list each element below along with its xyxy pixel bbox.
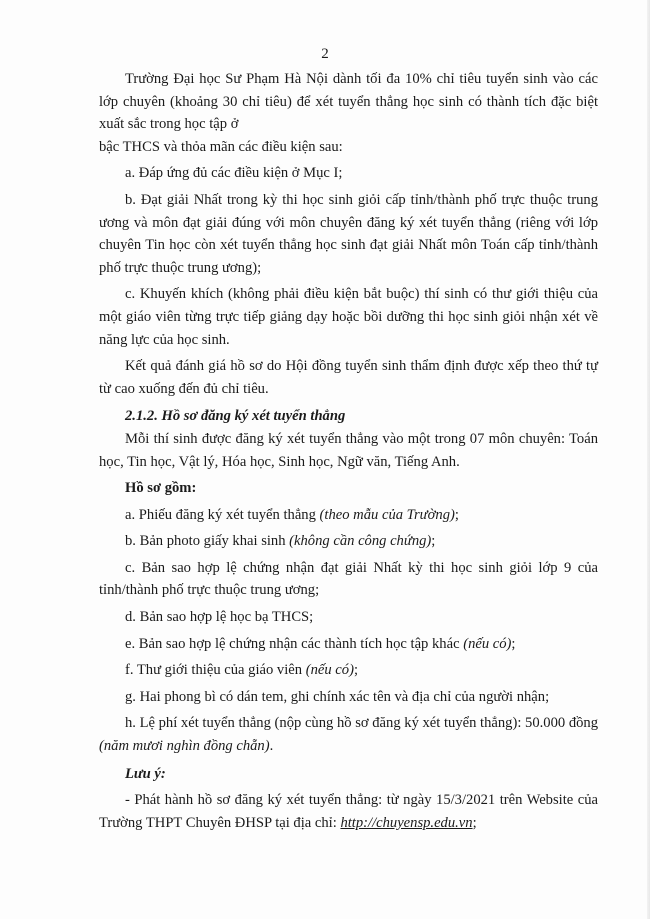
dossier-item-b: b. Bản photo giấy khai sinh (không cần công chứng); bbox=[125, 533, 436, 550]
note-heading: Lưu ý: bbox=[125, 765, 166, 782]
dossier-heading: Hồ sơ gồm: bbox=[125, 480, 197, 497]
section-intro: Mỗi thí sinh được đăng ký xét tuyển thẳng vào một trong 07 môn chuyên: Toán học, Tin học, Vật lý, Hóa học, Sinh học, Ngữ văn, Tiếng Anh. bbox=[99, 430, 598, 470]
result-paragraph: Kết quả đánh giá hồ sơ do Hội đồng tuyển sinh thẩm định được xếp theo thứ tự từ cao xuống đến đủ chỉ tiêu. bbox=[99, 358, 598, 397]
note-paragraph: - Phát hành hồ sơ đăng ký xét tuyển thẳng: từ ngày 15/3/2021 trên Website của Trường THPT Chuyên ĐHSP tại địa chỉ: http://chuyensp.edu.vn; bbox=[99, 792, 598, 831]
dossier-item-a: a. Phiếu đăng ký xét tuyển thẳng (theo mẫu của Trường); bbox=[125, 506, 459, 523]
dossier-item-c: c. Bản sao hợp lệ chứng nhận đạt giải Nhất kỳ thi học sinh giỏi lớp 9 của tỉnh/thành phố trực thuộc trung ương; bbox=[99, 559, 598, 599]
intro-paragraph: Trường Đại học Sư Phạm Hà Nội dành tối đa 10% chỉ tiêu tuyển sinh vào các lớp chuyên (khoảng 30 chỉ tiêu) để xét tuyển thẳng học sinh có thành tích đặc biệt xuất sắc trong học tập ở bbox=[99, 71, 598, 133]
page-number: 2 bbox=[321, 46, 329, 62]
website-link[interactable]: http://chuyensp.edu.vn bbox=[340, 814, 473, 831]
dossier-item-f: f. Thư giới thiệu của giáo viên (nếu có); bbox=[125, 662, 358, 679]
dossier-item-d: d. Bản sao hợp lệ học bạ THCS; bbox=[125, 609, 314, 626]
dossier-item-h: h. Lệ phí xét tuyển thẳng (nộp cùng hồ sơ đăng ký xét tuyển thẳng): 50.000 đồng (năm mươi nghìn đồng chẵn). bbox=[99, 715, 599, 755]
document-body bbox=[99, 68, 598, 834]
section-heading: 2.1.2. Hồ sơ đăng ký xét tuyển thẳng bbox=[125, 408, 346, 425]
dossier-item-g: g. Hai phong bì có dán tem, ghi chính xác tên và địa chỉ của người nhận; bbox=[125, 688, 550, 705]
condition-a: a. Đáp ứng đủ các điều kiện ở Mục I; bbox=[125, 165, 343, 182]
condition-b: b. Đạt giải Nhất trong kỳ thi học sinh giỏi cấp tỉnh/thành phố trực thuộc trung ương và môn đạt giải đúng với môn chuyên đăng ký xét tuyển thẳng (riêng với lớp chuyên Tin học còn xét tuyển thẳng học sinh đạt giải Nhất môn Toán cấp tỉnh/thành phố trực thuộc trung ương); bbox=[99, 191, 598, 276]
dossier-item-e: e. Bản sao hợp lệ chứng nhận các thành tích học tập khác (nếu có); bbox=[125, 635, 516, 652]
condition-c: c. Khuyến khích (không phải điều kiện bắt buộc) thí sinh có thư giới thiệu của một giáo viên từng trực tiếp giảng dạy hoặc bồi dưỡng thi học sinh giỏi nhận xét về năng lực của học sinh. bbox=[99, 286, 598, 348]
intro-continuation: bậc THCS và thỏa mãn các điều kiện sau: bbox=[99, 138, 343, 155]
